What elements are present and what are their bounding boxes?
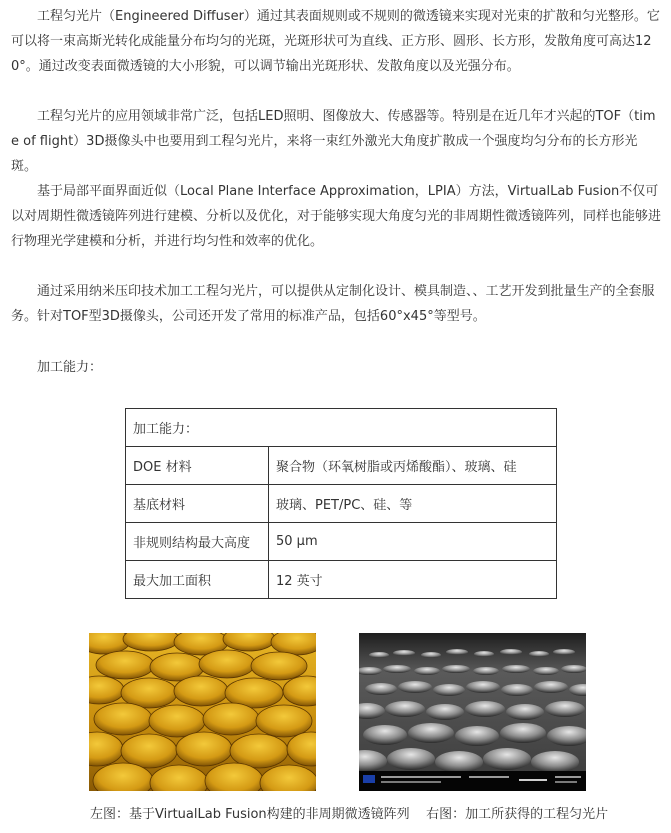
paragraph-lpia: 基于局部平面界面近似（Local Plane Interface Approximation，LPIA）方法，VirtualLab Fusion不仅可以对周期性微透镜阵列进行建模、分析以及优化，对于能够实现大角度匀光的非周期性微透镜阵列，同样也能够进行物理光学建模和分析，并进行均匀性和效率的优化。 <box>11 184 662 249</box>
table-header-cell: 加工能力： <box>126 409 557 447</box>
paragraph-applications: 工程匀光片的应用领域非常广泛，包括LED照明、图像放大、传感器等。特别是在近几年才兴起的TOF（time of flight）3D摄像头中也要用到工程匀光片，来将一束红外激光大角度扩散成一个强度均匀分布的长方形光斑。 <box>11 109 656 174</box>
table-row <box>126 485 557 523</box>
table-cell-value: 聚合物（环氧树脂或丙烯酸酯）、玻璃、硅 <box>269 447 557 485</box>
table-row <box>126 447 557 485</box>
paragraph-intro: 工程匀光片（Engineered Diffuser）通过其表面规则或不规则的微透镜来实现对光束的扩散和匀光整形。它可以将一束高斯光转化成能量分布均匀的光斑，光斑形状可为直线、正方形、圆形、长方形，发散角度可高达120°。通过改变表面微透镜的大小形貌，可以调节输出光斑形状、发散角度以及光强分布。 <box>11 9 660 74</box>
table-row <box>126 523 557 561</box>
table-cell-value: 玻璃、PET/PC、硅、等 <box>269 485 557 523</box>
paragraph-nanoimprint: 通过采用纳米压印技术加工工程匀光片，可以提供从定制化设计、模具制造、、工艺开发到批量生产的全套服务。针对TOF型3D摄像头，公司还开发了常用的标准产品，包括60°x45°等型号。 <box>11 284 655 324</box>
table-cell-value: 12 英寸 <box>269 561 557 599</box>
capability-table <box>125 408 557 599</box>
table-cell-value: 50 μm <box>269 523 557 561</box>
diffuser-sem-image <box>359 633 586 791</box>
microlens-array-render-image <box>89 633 316 791</box>
table-cell-label: 基底材料 <box>126 485 269 523</box>
table-cell-label: DOE 材料 <box>126 447 269 485</box>
table-header-row <box>126 409 557 447</box>
figure-caption: 左图：基于VirtualLab Fusion构建的非周期微透镜阵列 右图：加工所获得的工程匀光片 <box>90 807 609 822</box>
table-cell-label: 非规则结构最大高度 <box>126 523 269 561</box>
capability-heading: 加工能力： <box>37 360 103 375</box>
table-row <box>126 561 557 599</box>
table-cell-label: 最大加工面积 <box>126 561 269 599</box>
